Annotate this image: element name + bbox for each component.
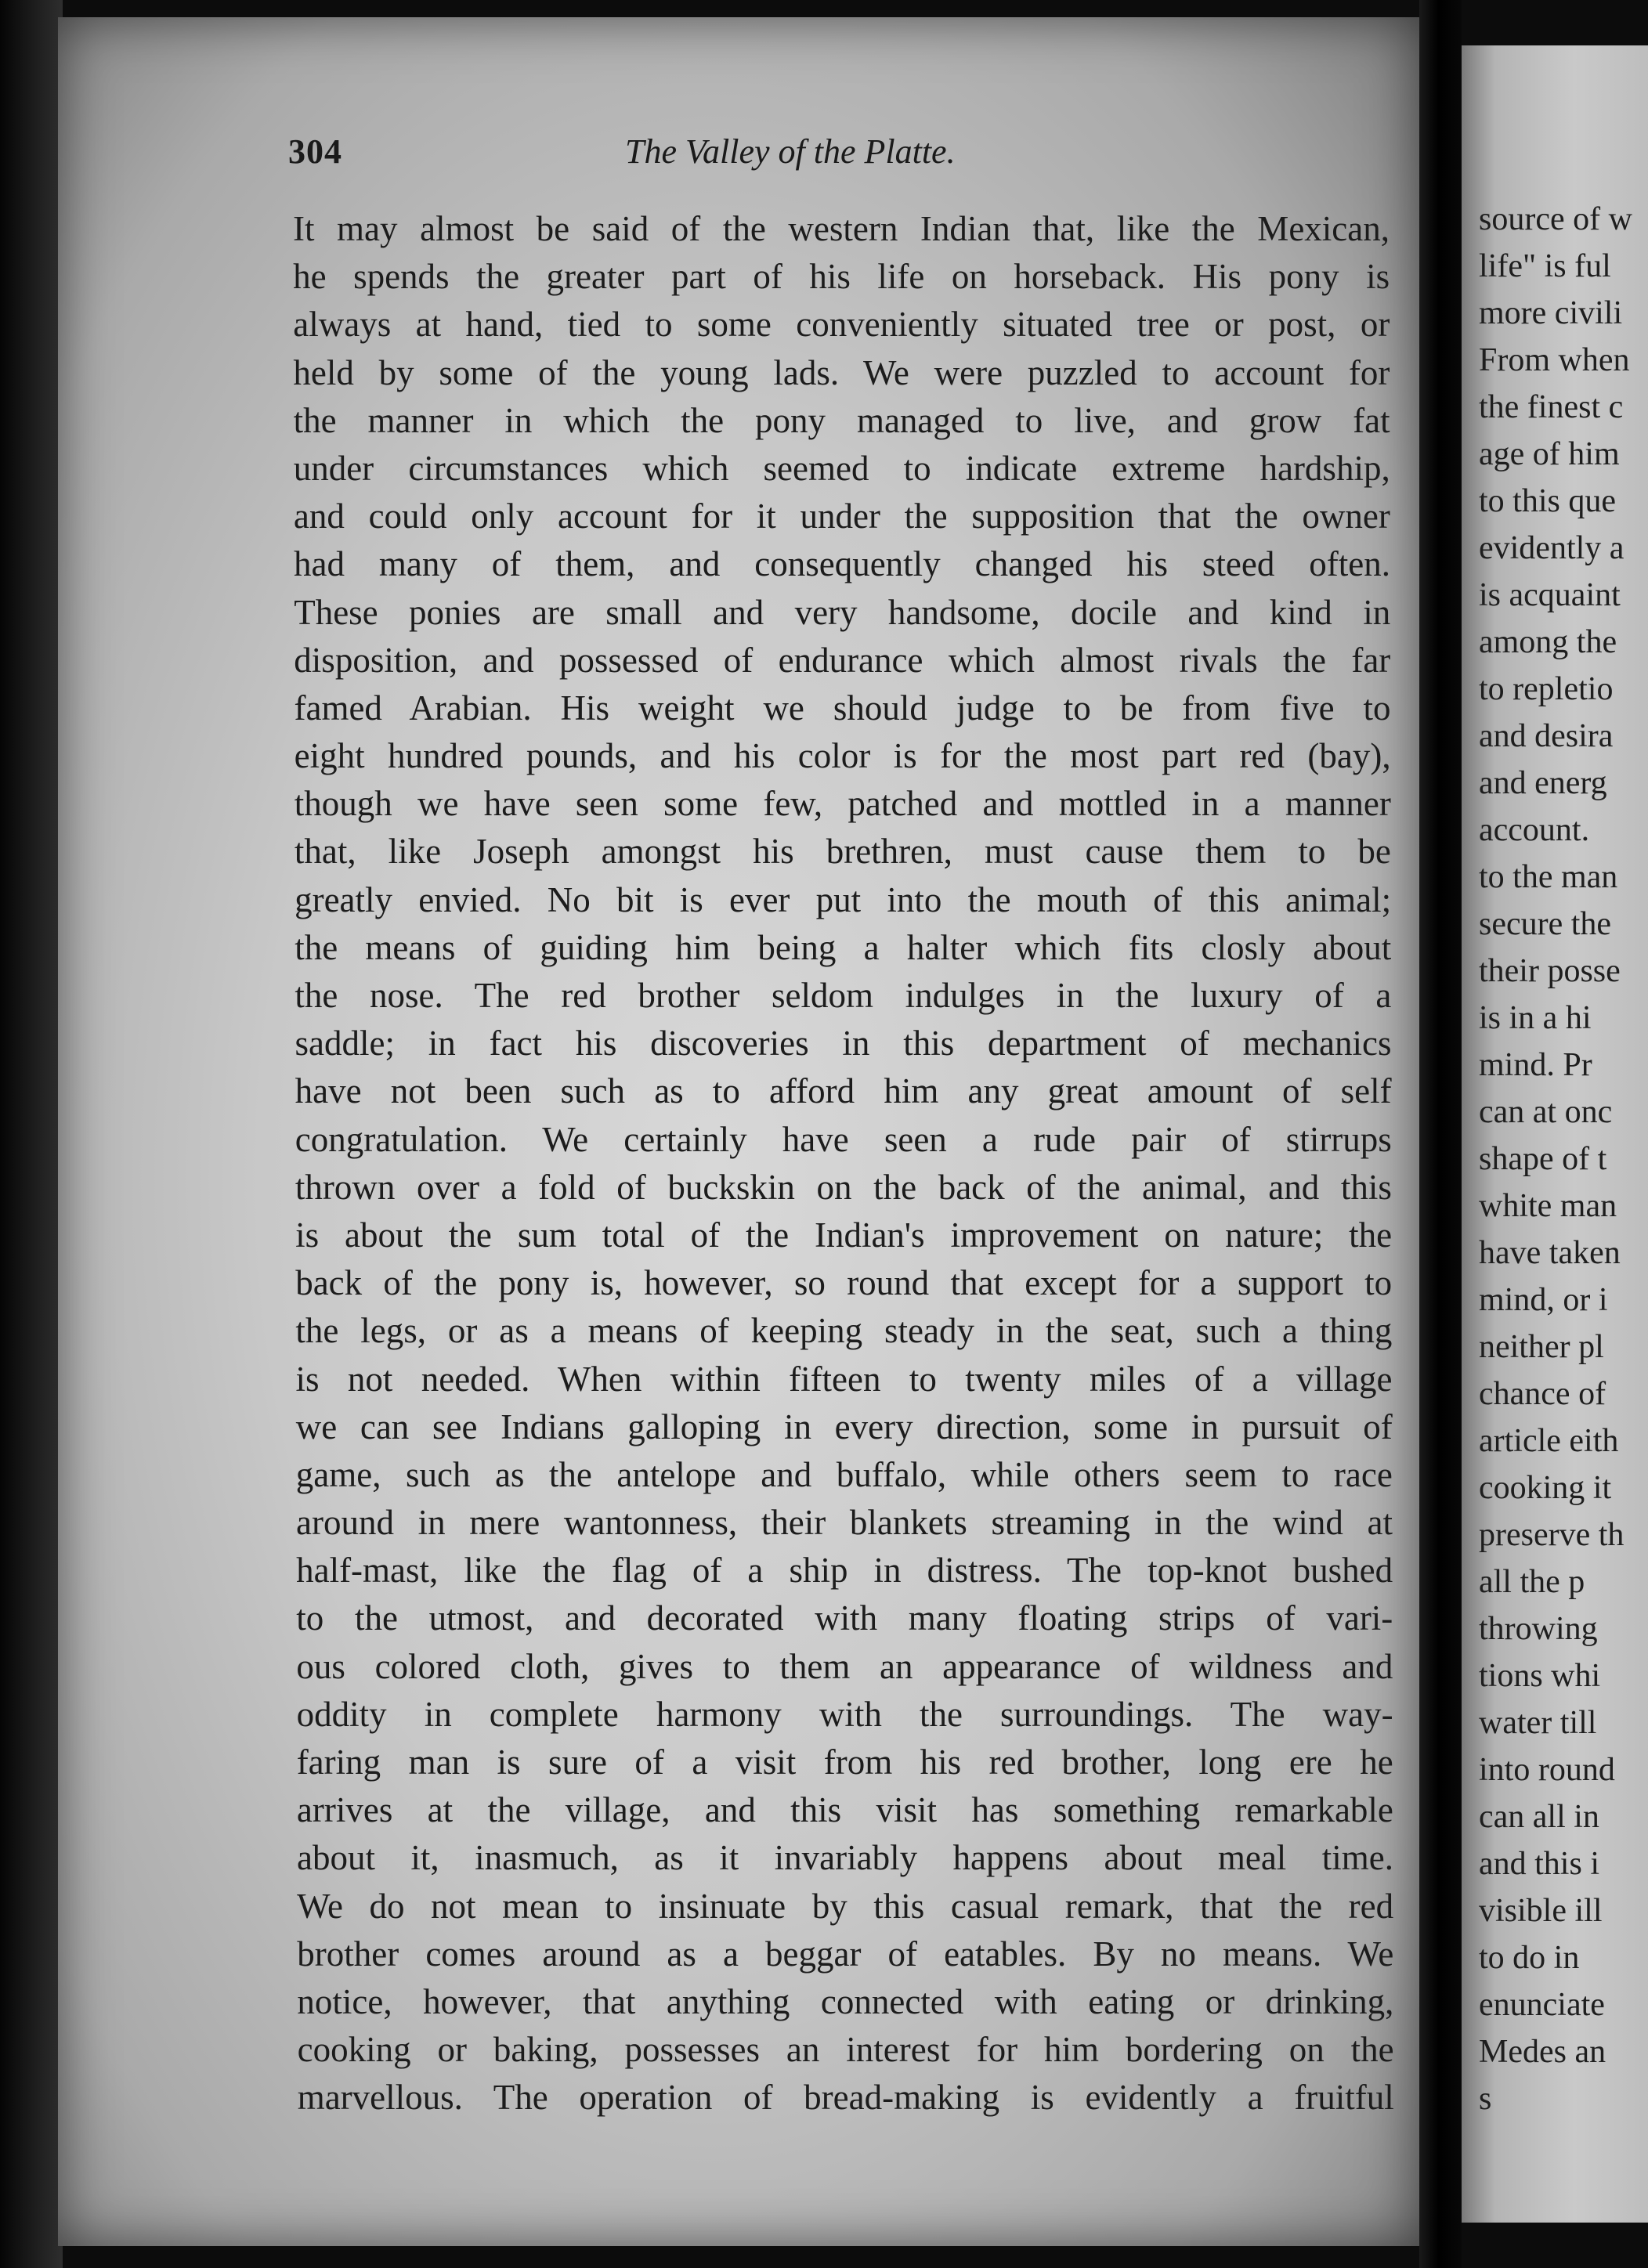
text-line: the nose. The red brother seldom indulges in the luxury of a <box>295 976 1392 1015</box>
text-line-fragment: shape of t <box>1479 1141 1607 1177</box>
text-line-fragment: all the p <box>1479 1564 1585 1600</box>
text-line: arrives at the village, and this visit has something remarkable <box>296 1790 1393 1830</box>
page-header <box>288 132 1416 186</box>
text-line: half-mast, like the flag of a ship in distress. The top-knot bushed <box>296 1551 1393 1591</box>
text-line: faring man is sure of a visit from his red brother, long ere he <box>296 1743 1393 1782</box>
text-line-fragment: chance of <box>1479 1376 1606 1412</box>
text-line: saddle; in fact his discoveries in this department of mechanics <box>295 1024 1392 1064</box>
text-line-fragment: their posse <box>1479 953 1621 989</box>
text-line-fragment: enunciate <box>1479 1987 1605 2023</box>
text-line-fragment: is acquaint <box>1479 577 1621 613</box>
text-line-fragment: can all in <box>1479 1799 1599 1835</box>
text-line-fragment: s <box>1479 2081 1492 2117</box>
text-line-fragment: to repletio <box>1479 671 1614 707</box>
text-line-fragment: to do in <box>1479 1940 1580 1976</box>
text-line-fragment: can at onc <box>1479 1094 1613 1130</box>
text-line: around in mere wantonness, their blankets streaming in the wind at <box>296 1503 1393 1543</box>
text-line: It may almost be said of the western Indian that, like the Mexican, <box>293 209 1390 248</box>
text-line-fragment: life" is ful <box>1479 248 1611 284</box>
right-page <box>1462 45 1648 2223</box>
text-line: greatly envied. No bit is ever put into the mouth of this animal; <box>295 879 1392 919</box>
text-line-fragment: and this i <box>1479 1846 1599 1882</box>
text-line: and could only account for it under the supposition that the owner <box>293 497 1390 536</box>
text-line: have not been such as to afford him any great amount of self <box>295 1071 1392 1111</box>
text-line: about it, inasmuch, as it invariably happens about meal time. <box>297 1838 1393 1878</box>
text-line: oddity in complete harmony with the surroundings. The way- <box>296 1694 1393 1734</box>
text-line: disposition, and possessed of endurance which almost rivals the far <box>294 640 1391 680</box>
running-title: The Valley of the Platte. <box>625 132 956 171</box>
text-line: the legs, or as a means of keeping steady in the seat, such a thing <box>295 1311 1393 1351</box>
book-gutter <box>1419 0 1462 2268</box>
text-line-fragment: secure the <box>1479 906 1612 942</box>
text-line-fragment: and energ <box>1479 765 1607 801</box>
text-line-fragment: more civili <box>1479 295 1623 331</box>
page-number: 304 <box>288 132 342 171</box>
text-line: marvellous. The operation of bread-making is evidently a fruitful <box>297 2078 1394 2118</box>
text-line: We do not mean to insinuate by this casual remark, that the red <box>297 1886 1394 1926</box>
text-line-fragment: Medes an <box>1479 2034 1606 2070</box>
text-line: game, such as the antelope and buffalo, while others seem to race <box>295 1454 1393 1494</box>
text-line: that, like Joseph amongst his brethren, must cause them to be <box>294 832 1391 872</box>
text-line: always at hand, tied to some conveniently situated tree or post, or <box>293 305 1390 345</box>
text-line-fragment: source of w <box>1479 201 1632 237</box>
text-line-fragment: to this que <box>1479 483 1616 519</box>
text-line: had many of them, and consequently changed his steed often. <box>294 544 1390 584</box>
body-text <box>293 205 1394 2122</box>
text-line-fragment: white man <box>1479 1188 1617 1224</box>
text-line-fragment: among the <box>1479 624 1617 660</box>
text-line-fragment: age of him <box>1479 436 1620 472</box>
text-line: the manner in which the pony managed to live, and grow fat <box>293 400 1390 440</box>
text-line: he spends the greater part of his life on horseback. His pony is <box>293 257 1390 297</box>
text-line: famed Arabian. His weight we should judge to be from five to <box>294 688 1391 728</box>
text-line: notice, however, that anything connected with eating or drinking, <box>297 1981 1394 2021</box>
text-line: cooking or baking, possesses an interest for him bordering on the <box>297 2030 1394 2070</box>
text-line: thrown over a fold of buckskin on the back of the animal, and this <box>295 1167 1392 1207</box>
text-line: we can see Indians galloping in every direction, some in pursuit of <box>295 1407 1393 1446</box>
text-line-fragment: article eith <box>1479 1423 1619 1459</box>
text-line-fragment: throwing <box>1479 1611 1598 1647</box>
text-line: to the utmost, and decorated with many floating strips of vari- <box>296 1598 1393 1638</box>
book-binding-edge <box>0 0 63 2268</box>
text-line-fragment: preserve th <box>1479 1517 1625 1553</box>
text-line: under circumstances which seemed to indicate extreme hardship, <box>293 448 1390 488</box>
text-line-fragment: mind. Pr <box>1479 1047 1592 1083</box>
text-line: ous colored cloth, gives to them an appearance of wildness and <box>296 1646 1393 1686</box>
text-line-fragment: visible ill <box>1479 1893 1603 1929</box>
text-line: though we have seen some few, patched and mottled in a manner <box>294 784 1391 824</box>
text-line-fragment: is in a hi <box>1479 1000 1592 1036</box>
text-line: brother comes around as a beggar of eatables. By no means. We <box>297 1934 1394 1974</box>
text-line-fragment: into round <box>1479 1752 1615 1788</box>
text-line-fragment: to the man <box>1479 859 1618 895</box>
text-line: is not needed. When within fifteen to twenty miles of a village <box>295 1359 1393 1399</box>
text-line-fragment: water till <box>1479 1705 1597 1741</box>
text-line: the means of guiding him being a halter which fits closly about <box>295 927 1392 967</box>
text-line-fragment: account. <box>1479 812 1590 848</box>
right-page-text <box>1479 196 1648 2122</box>
text-line-fragment: evidently a <box>1479 530 1625 566</box>
text-line-fragment: have taken <box>1479 1235 1621 1271</box>
text-line: held by some of the young lads. We were puzzled to account for <box>293 352 1390 392</box>
text-line-fragment: From when <box>1479 342 1630 378</box>
text-line-fragment: and desira <box>1479 718 1614 754</box>
text-line-fragment: cooking it <box>1479 1470 1612 1506</box>
text-line-fragment: tions whi <box>1479 1658 1601 1694</box>
text-line: is about the sum total of the Indian's improvement on nature; the <box>295 1215 1393 1255</box>
text-line: congratulation. We certainly have seen a rude pair of stirrups <box>295 1119 1392 1159</box>
text-line: eight hundred pounds, and his color is for the most part red (bay), <box>294 736 1391 776</box>
text-line-fragment: neither pl <box>1479 1329 1604 1365</box>
text-line: back of the pony is, however, so round that except for a support to <box>295 1263 1393 1303</box>
text-line: These ponies are small and very handsome, docile and kind in <box>294 592 1391 632</box>
text-line-fragment: the finest c <box>1479 389 1624 425</box>
text-line-fragment: mind, or i <box>1479 1282 1608 1318</box>
